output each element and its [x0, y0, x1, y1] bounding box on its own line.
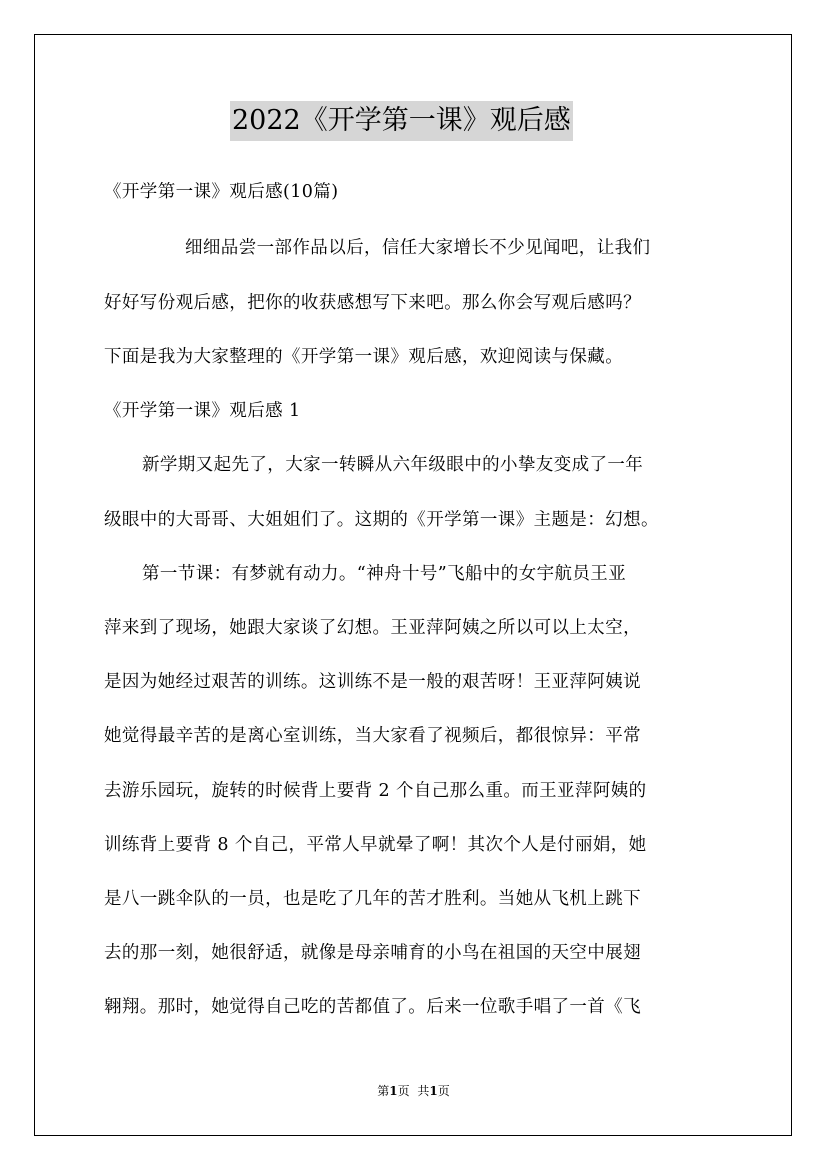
total-prefix: 共: [417, 1084, 430, 1098]
body-line: 新学期又起先了，大家一转瞬从六年级眼中的小挚友变成了一年: [142, 455, 644, 475]
body-line: 级眼中的大哥哥、大姐姐们了。这期的《开学第一课》主题是：幻想。: [104, 510, 659, 530]
page-label-suffix: 页: [397, 1084, 410, 1098]
page-footer: [0, 1083, 827, 1099]
intro-line: 细细品尝一部作品以后，信任大家增长不少见闻吧，让我们: [185, 238, 651, 258]
body-line: 训练背上要背 8 个自己，平常人早就晕了啊！其次个人是付丽娟，她: [104, 835, 647, 855]
page-number: 1: [389, 1084, 398, 1098]
body-line: 她觉得最辛苦的是离心室训练，当大家看了视频后，都很惊异：平常: [104, 726, 641, 746]
body-line: 去游乐园玩，旋转的时候背上要背 2 个自己那么重。而王亚萍阿姨的: [104, 781, 647, 801]
intro-line: 好好写份观后感，把你的收获感想写下来吧。那么你会写观后感吗？: [104, 293, 641, 313]
document-title: 2022《开学第一课》观后感: [230, 101, 573, 141]
intro-line: 下面是我为大家整理的《开学第一课》观后感，欢迎阅读与保藏。: [104, 347, 624, 367]
page-label-prefix: 第: [377, 1084, 390, 1098]
body-line: 翱翔。那时，她觉得自己吃的苦都值了。后来一位歌手唱了一首《飞: [104, 997, 641, 1017]
total-suffix: 页: [437, 1084, 450, 1098]
document-subtitle: 《开学第一课》观后感(10篇): [104, 182, 339, 202]
body-line: 去的那一刻，她很舒适，就像是母亲哺育的小鸟在祖国的天空中展翅: [104, 943, 641, 963]
body-line: 萍来到了现场，她跟大家谈了幻想。王亚萍阿姨之所以可以上太空，: [104, 618, 641, 638]
body-line: 是八一跳伞队的一员，也是吃了几年的苦才胜利。当她从飞机上跳下: [104, 889, 641, 909]
total-pages: 1: [429, 1084, 438, 1098]
section-heading: 《开学第一课》观后感 1: [104, 401, 301, 421]
body-line: 第一节课：有梦就有动力。“神舟十号”飞船中的女宇航员王亚: [142, 564, 627, 584]
body-line: 是因为她经过艰苦的训练。这训练不是一般的艰苦呀！王亚萍阿姨说: [104, 672, 641, 692]
